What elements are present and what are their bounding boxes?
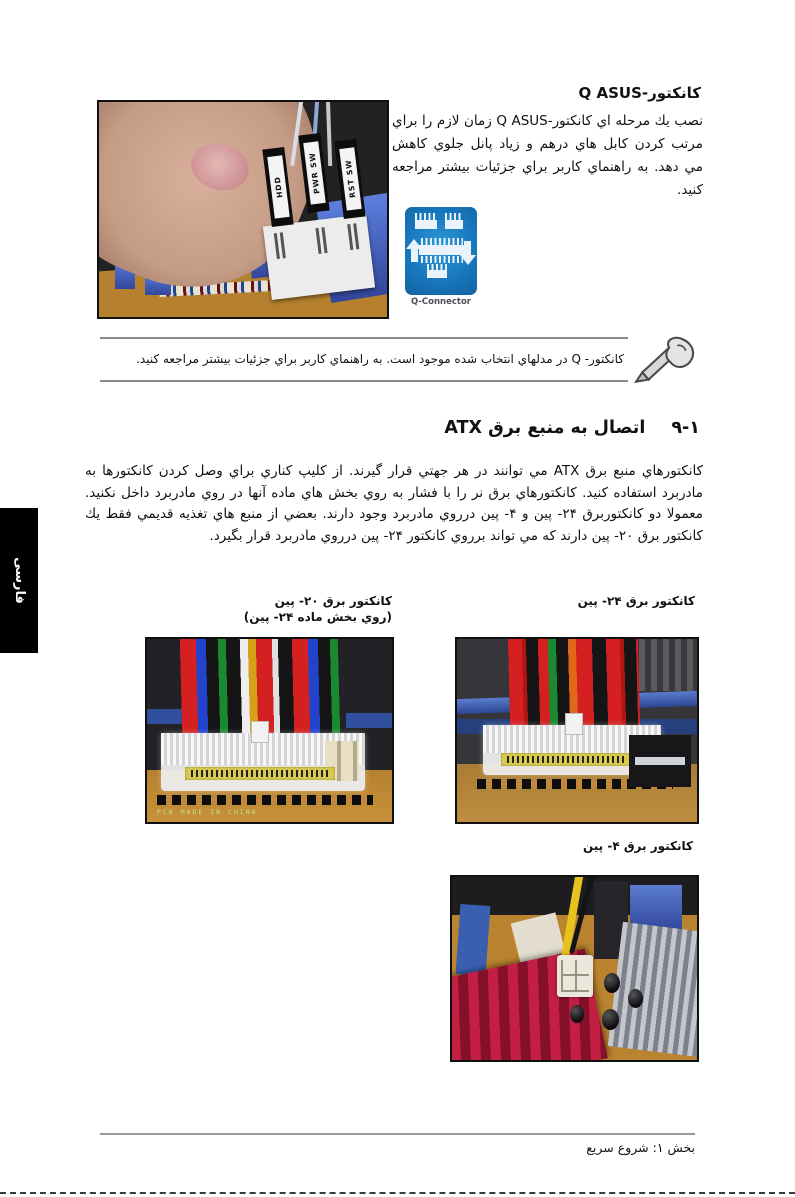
blue-slot: [346, 713, 392, 728]
q-connector-icon: [405, 207, 477, 295]
pwr-sw-label: PWR SW: [298, 133, 329, 213]
q-connector-heading: كانكتور-Q ASUS: [578, 84, 701, 102]
capacitor: [570, 1005, 584, 1023]
note-hand-icon: [632, 334, 698, 386]
note-text: كانكتور- Q در مدلهاي انتخاب شده موجود است. به راهنماي كاربر براي جزئيات بيشتر مراجعه كنيد.: [100, 337, 628, 382]
atx-20pin-photo: [145, 637, 394, 824]
atx-20pin-connector: [161, 733, 365, 791]
caption-20pin: كانكتور برق ۲۰- پين (روي بخش ماده ۲۴- پين): [243, 594, 392, 624]
chip-label: [635, 757, 685, 765]
atx-section-heading: [444, 418, 700, 438]
atx-4pin-photo: [450, 875, 699, 1062]
atx-paragraph: كانكتورهاي منبع برق ATX مي توانند در هر جهتي قرار گيرند. از كليپ كناري براي وصل كردن كانكتورها به مادربرد استفاده كنيد. كانكتورهاي برق نر را با فشار به روي بخش هاي ماده آنها در روي مادربرد داخل نكنيد. معمولا دو كانكتوربرق ۲۴- پين و ۴- پين درروي مادربرد وجود دارند. بعضي از منبع هاي تغذيه قديمي فقط يك كانكتور برق ۲۰- پين دارند كه مي تواند برروي كانكتور ۲۴- پين درروي مادربرد قرار بگيرد.: [85, 463, 703, 544]
capacitor: [628, 989, 643, 1008]
pcb-made-in-china-text: PCB MADE IN CHINA: [157, 808, 258, 816]
solder-pins: [157, 795, 373, 805]
footer-text: بخش ۱: شروع سريع: [586, 1140, 695, 1155]
caption-4pin: كانكتور برق ۴- پين: [582, 839, 693, 853]
capacitor: [604, 973, 620, 993]
section-number: ۹-۱: [671, 418, 700, 438]
language-tab-label: فارسی: [11, 557, 27, 604]
panel-wire: [326, 100, 332, 166]
q-connector-base: [263, 214, 375, 300]
footer-rule: [100, 1133, 695, 1135]
blue-slot: [456, 904, 491, 976]
barcode-label: [501, 753, 631, 766]
barcode-label: [185, 767, 335, 780]
q-connector-photo: [97, 100, 389, 319]
q-connector-icon-label: Q-Connector: [411, 297, 471, 307]
capacitor: [602, 1009, 619, 1030]
language-side-tab: [0, 508, 38, 653]
caption-24pin: كانكتور برق ۲۴- پين: [577, 594, 695, 608]
rst-sw-label: RST SW: [334, 139, 365, 219]
atx-24pin-photo: [455, 637, 699, 824]
hdd-label: HDD: [262, 147, 293, 227]
atx-4pin-connector: [557, 955, 593, 997]
q-connector-paragraph: نصب يك مرحله اي كانكتور-Q ASUS زمان لازم را براي مرتب كردن كابل هاي درهم و زياد پانل جلوي كاهش مي دهد. به راهنماي كاربر براي جزئيات بيشتر مراجعه كنيد.: [392, 113, 703, 198]
down-arrow-icon: [460, 255, 476, 265]
silver-heatsink: [608, 922, 699, 1057]
page-bottom-dashes: [0, 1192, 795, 1194]
section-title: اتصال به منبع برق ATX: [444, 418, 646, 438]
